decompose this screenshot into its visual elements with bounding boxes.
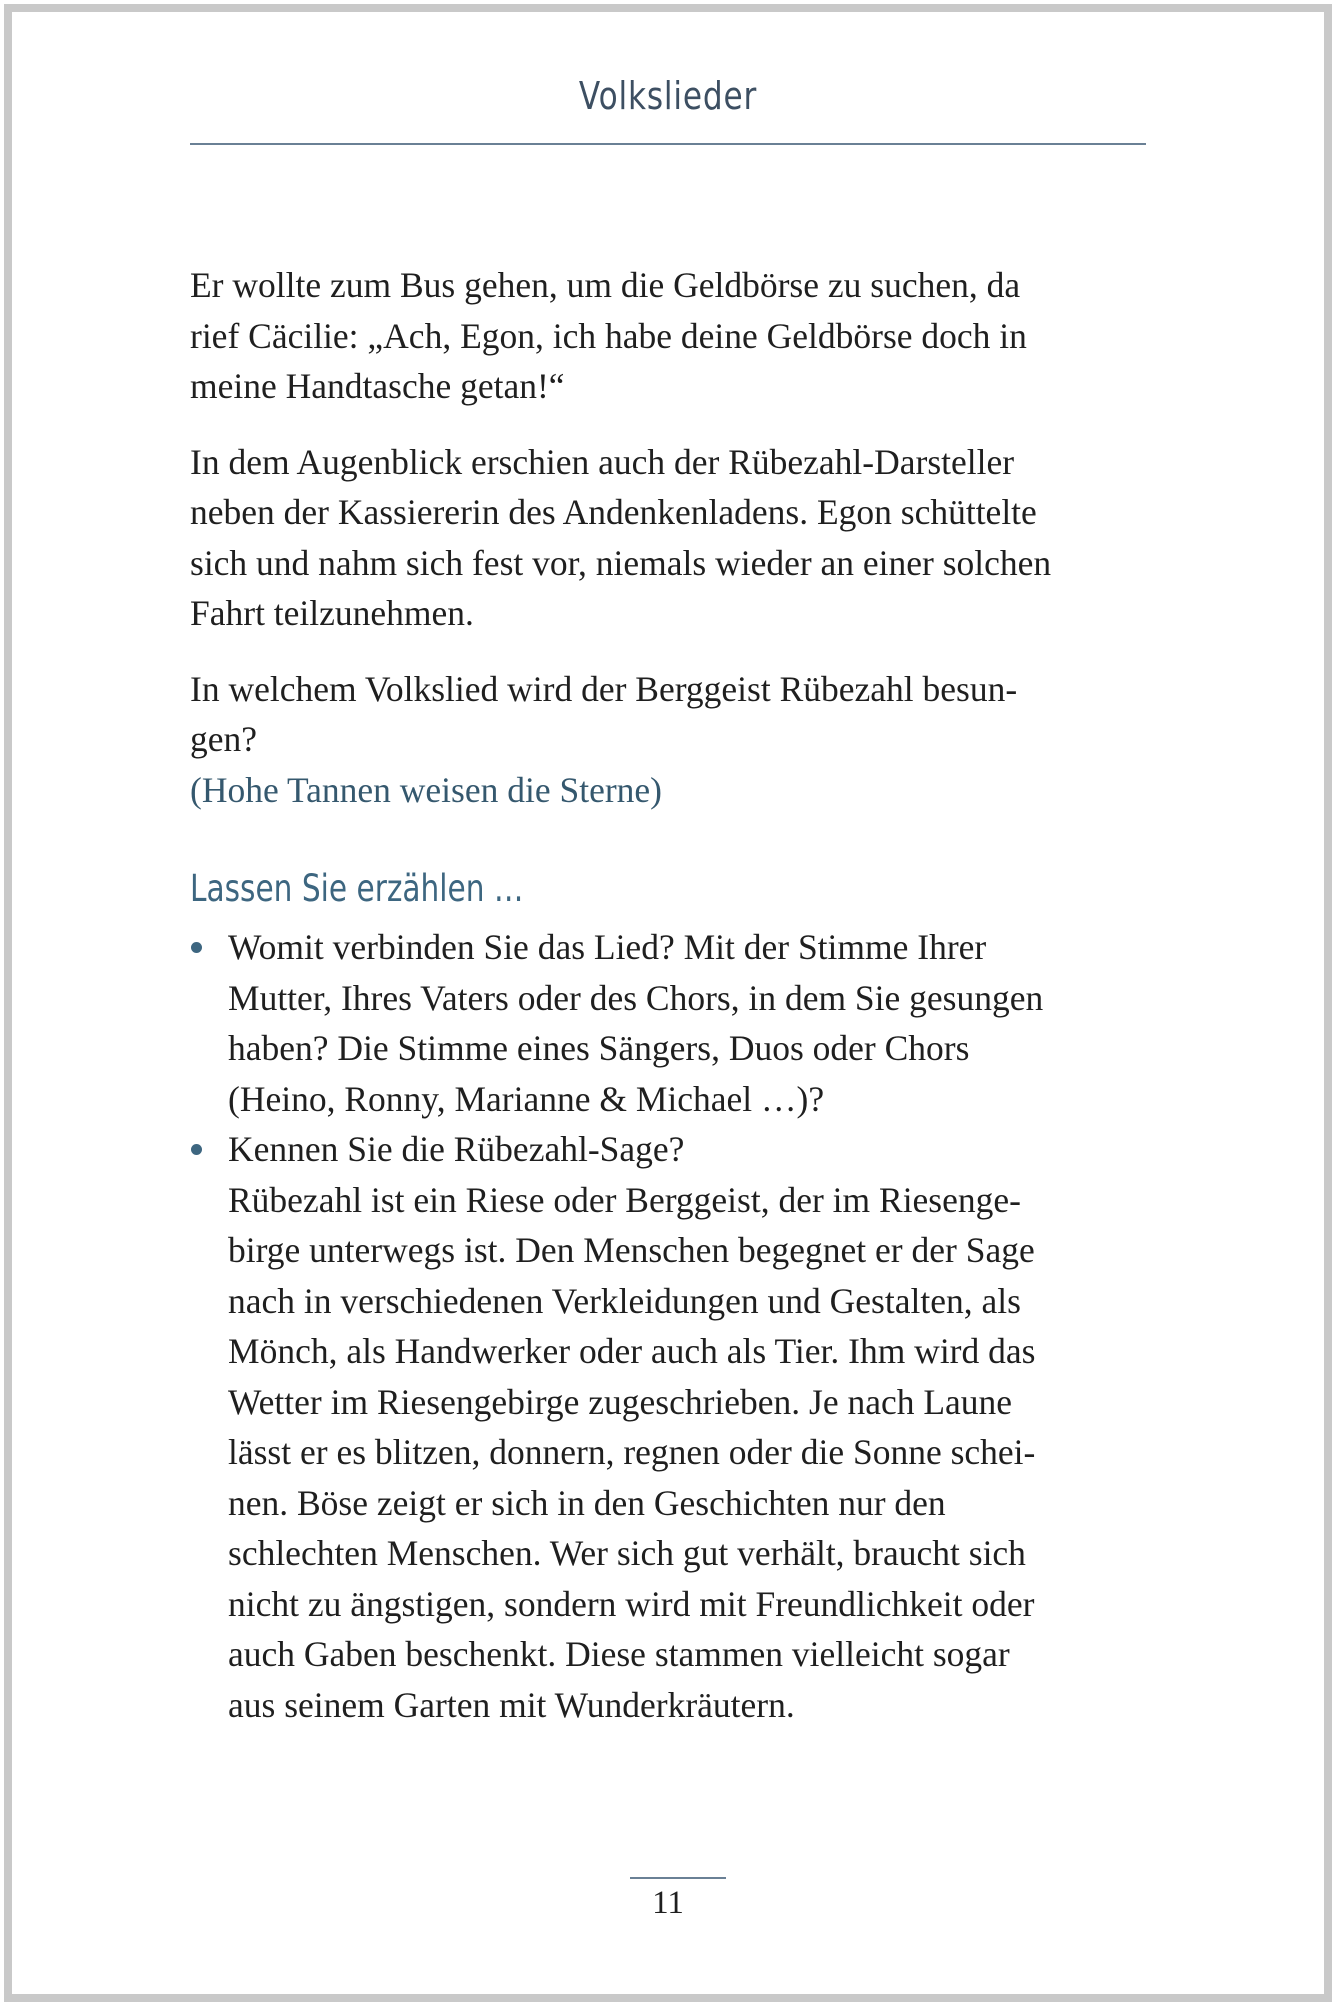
text-line: Womit verbinden Sie das Lied? Mit der Stimme Ihrer <box>228 927 987 967</box>
text-line: schlechten Menschen. Wer sich gut verhält, braucht sich <box>228 1533 1026 1573</box>
text-line: meine Handtasche getan!“ <box>190 366 565 406</box>
story-paragraph-1 <box>190 260 1190 412</box>
text-line: sich und nahm sich fest vor, niemals wieder an einer solchen <box>190 542 1052 583</box>
text-line: aus seinem Garten mit Wunderkräutern. <box>228 1684 795 1725</box>
text-line: In dem Augenblick erschien auch der Rübezahl-Darsteller <box>190 441 1015 482</box>
running-title: Volkslieder <box>578 74 758 118</box>
page-body <box>190 260 1190 1730</box>
text-line: Mönch, als Handwerker oder auch als Tier. Ihm wird das <box>228 1331 1036 1371</box>
header-divider <box>190 143 1146 145</box>
list-item <box>190 1124 1190 1730</box>
page-number: 11 <box>652 1885 684 1921</box>
text-line: lässt er es blitzen, donnern, regnen oder die Sonne schei- <box>228 1432 1036 1472</box>
bullet-icon <box>191 942 202 953</box>
text-line: Kennen Sie die Rübezahl-Sage? <box>228 1129 685 1169</box>
discussion-list <box>190 922 1190 1730</box>
quiz-question <box>190 664 1190 816</box>
footer-divider <box>630 1877 726 1879</box>
question-line: In welchem Volkslied wird der Berggeist Rübezahl besun- <box>190 668 1018 709</box>
text-line: birge unterwegs ist. Den Menschen begegnet er der Sage <box>228 1230 1035 1270</box>
text-line: Wetter im Riesengebirge zugeschrieben. Je nach Laune <box>228 1381 1013 1422</box>
section-heading: Lassen Sie erzählen … <box>190 867 524 910</box>
quiz-answer: (Hohe Tannen weisen die Sterne) <box>190 769 663 810</box>
text-line: Er wollte zum Bus gehen, um die Geldbörse zu suchen, da <box>190 265 1021 305</box>
text-line: neben der Kassiererin des Andenkenladens. Egon schüttelte <box>190 492 1037 532</box>
text-line: Mutter, Ihres Vaters oder des Chors, in dem Sie gesungen <box>228 977 1044 1018</box>
text-line: nicht zu ängstigen, sondern wird mit Freundlichkeit oder <box>228 1583 1035 1624</box>
list-item <box>190 922 1190 1124</box>
text-line: haben? Die Stimme eines Sängers, Duos oder Chors <box>228 1028 970 1068</box>
text-line: auch Gaben beschenkt. Diese stammen vielleicht sogar <box>228 1634 1010 1674</box>
text-line: Fahrt teilzunehmen. <box>190 593 474 633</box>
question-line: gen? <box>190 719 258 759</box>
text-line: rief Cäcilie: „Ach, Egon, ich habe deine Geldbörse doch in <box>190 315 1027 356</box>
bullet-icon <box>191 1144 202 1155</box>
story-paragraph-2 <box>190 437 1190 639</box>
text-line: Rübezahl ist ein Riese oder Berggeist, der im Riesenge- <box>228 1179 1021 1220</box>
text-line: (Heino, Ronny, Marianne & Michael …)? <box>228 1078 825 1119</box>
text-line: nen. Böse zeigt er sich in den Geschichten nur den <box>228 1482 946 1523</box>
text-line: nach in verschiedenen Verkleidungen und Gestalten, als <box>228 1280 1021 1321</box>
book-page <box>4 4 1332 2002</box>
